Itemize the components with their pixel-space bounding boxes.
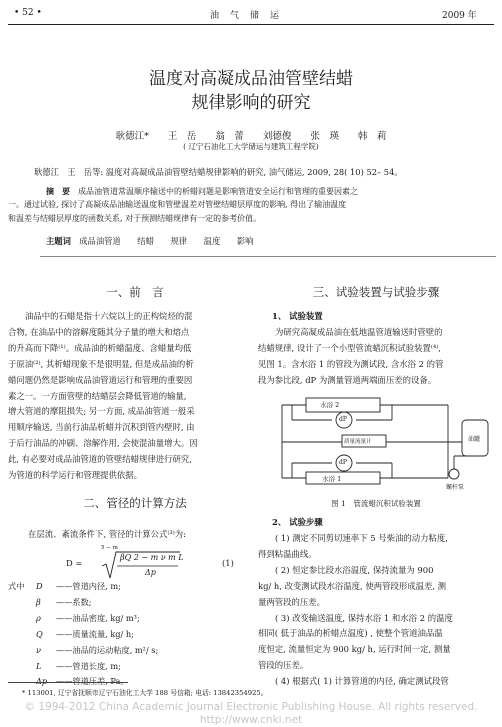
copyright-watermark: © 1994-2012 China Academic Journal Electronic Publishing House. All rights reserved. http://www.cnki.net bbox=[24, 701, 488, 726]
right.p2-line: ( 1) 测定不同剪切速率下 5 号柴油的动力粘度, bbox=[275, 533, 448, 543]
label-tank: 油罐 bbox=[468, 436, 481, 443]
right.p1-line: 见图 1。含水浴 1 的管段为测试段, 含水浴 2 的管 bbox=[258, 358, 444, 369]
variable-symbol: L bbox=[36, 660, 42, 671]
abstract-text-1: 成品油管道常温顺序输送中的析蜡问题是影响管道安全运行和管理的重要因素之 bbox=[78, 187, 358, 196]
journal-name: 油 气 储 运 bbox=[210, 11, 281, 21]
citation: 耿德江 王 岳等: 温度对高凝成品油管壁结蜡规律影响的研究, 油气储运, 2009, 28( 10) 52– 54。 bbox=[34, 167, 403, 177]
label-flowmeter: 质量流量计 bbox=[344, 439, 372, 445]
variable-symbol: Q bbox=[36, 628, 43, 639]
subheading-procedure: 2、 试验步骤 bbox=[272, 517, 323, 527]
variable-row bbox=[36, 595, 246, 611]
screw-pump bbox=[449, 469, 459, 479]
equation-root-index: 5 − m bbox=[101, 545, 118, 551]
right.p2-line: ( 3) 改变输送温度, 保持水浴 1 和水浴 2 的温度 bbox=[275, 612, 453, 623]
section-heading-experiment: 三、试验装置与试验步骤 bbox=[312, 285, 440, 299]
label-dp-top: dP bbox=[339, 416, 347, 423]
equation-numerator: βQ 2 − m ν m L bbox=[120, 553, 184, 562]
variable-symbol: β bbox=[36, 596, 41, 607]
left.p1-line: 于原油⁽²⁾, 其析蜡现象不是很明显, 但是成品油的析 bbox=[8, 358, 194, 369]
footnote-rule bbox=[8, 682, 128, 683]
keywords-label: 主题词 bbox=[46, 236, 71, 246]
variable-row bbox=[36, 611, 246, 627]
variable-symbol: ν bbox=[36, 644, 41, 655]
section-heading-method: 二、管径的计算方法 bbox=[83, 496, 187, 510]
author-list: 耿德江* 王 岳 翁 蕾 刘德俊 张 瑛 韩 莉 bbox=[115, 131, 387, 142]
right.p2-line: ( 4) 根据式( 1) 计算管道的内径, 确定测试段管 bbox=[275, 676, 449, 687]
right.p2-line: 量两管段的压差。 bbox=[258, 596, 325, 607]
right.p2-line: 得到粘温曲线。 bbox=[258, 548, 317, 559]
abstract-line1 bbox=[46, 184, 496, 199]
left.p1-line: 蜡问题仍然是影响成品油管道运行和管理的重要因 bbox=[8, 374, 193, 385]
header-rule bbox=[8, 24, 494, 25]
equation-lhs: D = bbox=[66, 558, 83, 568]
keywords bbox=[46, 235, 253, 247]
variable-description: ——管道长度, m; bbox=[56, 660, 121, 671]
left.p1-line: 素之一。一方面管壁的结蜡层会降低管道的输量, bbox=[8, 390, 187, 401]
left.p1-line: 于后行油品的冲刷、溶解作用, 会使混油量增大。因 bbox=[8, 438, 198, 449]
keywords-text: 成品油管道 结蜡 规律 温度 影响 bbox=[79, 236, 254, 246]
variable-row bbox=[36, 643, 246, 659]
variables-intro: 式中 bbox=[8, 581, 25, 591]
right.p1-line: 结蜡规律, 设计了一个小型管流蜡沉积试验装置⁽⁴⁾, bbox=[258, 342, 441, 353]
issue-year: 2009 年 bbox=[442, 11, 477, 21]
apparatus-paragraph bbox=[258, 325, 494, 389]
equation-denominator: Δp bbox=[145, 568, 156, 577]
left.p1-line: 此, 有必要对成品油管道的管壁结蜡规律进行研究, bbox=[8, 454, 192, 465]
figure-1 bbox=[262, 390, 494, 492]
page-number: • 52 • bbox=[14, 8, 42, 18]
article-title-line1: 温度对高凝成品油管壁结蜡 bbox=[149, 69, 353, 89]
variable-row bbox=[36, 659, 246, 675]
procedure-paragraph bbox=[258, 531, 494, 690]
right.p2-line: 管段的压差。 bbox=[258, 660, 309, 671]
left.p1-line: 的升高而下降⁽¹⁾。成品油的析蜡温度、含蜡量均低 bbox=[8, 342, 192, 353]
subheading-apparatus: 1、 试验装置 bbox=[272, 311, 323, 321]
footnote: * 113001, 辽宁省抚顺市辽宁石油化工大学 188 号信箱; 电话: 13842354925。 bbox=[22, 689, 268, 697]
variable-description: ——油品密度, kg/ m³; bbox=[56, 612, 140, 623]
left.p1-line: 增大管道的摩阻损失; 另一方面, 成品油管道一般采 bbox=[8, 406, 195, 417]
variable-symbol: ρ bbox=[36, 612, 41, 623]
variable-row bbox=[36, 627, 246, 643]
abstract-label: 摘 要 bbox=[46, 186, 70, 196]
variable-description: ——管道内径, m; bbox=[56, 581, 121, 591]
left.p1-line: 用顺序输送, 当前行油品析蜡并沉积到管内壁时, 由 bbox=[8, 422, 195, 433]
apparatus-diagram bbox=[262, 390, 494, 492]
variable-symbol: D bbox=[36, 581, 43, 591]
right.p2-line: 相同( 低于油品的析蜡点温度) , 使整个管道油品温 bbox=[258, 628, 443, 639]
variable-row bbox=[36, 579, 246, 595]
variable-description: ——油品的运动粘度, m²/ s; bbox=[56, 644, 159, 655]
variables-list bbox=[36, 579, 246, 690]
article-title-line2: 规律影响的研究 bbox=[191, 93, 311, 113]
affiliation: ( 辽宁石油化工大学储运与建筑工程学院) bbox=[183, 142, 319, 151]
water-bath-1-box bbox=[306, 472, 380, 484]
equation-number: (1) bbox=[222, 558, 234, 568]
right.p1-line: 段为参比段, dP 为测量管道两端面压差的设备。 bbox=[258, 374, 437, 385]
variable-description: ——系数; bbox=[56, 596, 92, 607]
equation-1 bbox=[8, 546, 243, 582]
right.p2-line: 度恒定, 流量恒定为 900 kg/ h, 运行时间一定, 测量 bbox=[258, 644, 451, 655]
water-bath-2-box bbox=[306, 398, 380, 412]
intro-paragraph bbox=[8, 309, 243, 484]
label-dp-bottom: dP bbox=[339, 459, 347, 466]
figure-caption: 图 1 管流蜡沉积试验装置 bbox=[331, 499, 421, 508]
keywords-rule bbox=[40, 256, 496, 257]
left.p1-line: 油品中的石蜡是指十六烷以上的正构烷烃的混 bbox=[25, 311, 193, 321]
left.p1-line: 为管道的科学运行和管理提供依据。 bbox=[8, 470, 142, 481]
method-intro: 在层流、紊流条件下, 管径的计算公式⁽³⁾为: bbox=[28, 529, 186, 539]
abstract-line3: 和温差与结蜡层厚度的函数关系, 对于预测结蜡规律有一定的参考价值。 bbox=[8, 214, 262, 223]
right.p2-line: kg/ h, 改变测试段水浴温度, 使两管段形成温差, 测 bbox=[258, 580, 447, 591]
left.p1-line: 合物, 在油品中的溶解度随其分子量的增大和熔点 bbox=[8, 326, 190, 337]
label-bath-2: 水浴 2 bbox=[320, 401, 340, 409]
right.p2-line: ( 2) 恒定参比段水浴温度, 保持流量为 900 bbox=[275, 564, 434, 575]
label-bath-1: 水浴 1 bbox=[322, 475, 342, 483]
variable-description: ——质量流量, kg/ h; bbox=[56, 628, 134, 639]
label-pump: 螺杆泵 bbox=[446, 484, 465, 491]
section-heading-intro: 一、前 言 bbox=[106, 285, 164, 299]
abstract-line2: 一。通过试验, 探讨了高凝成品油输送温度和管壁温差对管壁结蜡层厚度的影响, 得出了输油温度 bbox=[8, 200, 347, 209]
right.p1-line: 为研究高凝成品油在低地温管道输送时管壁的 bbox=[275, 327, 443, 337]
